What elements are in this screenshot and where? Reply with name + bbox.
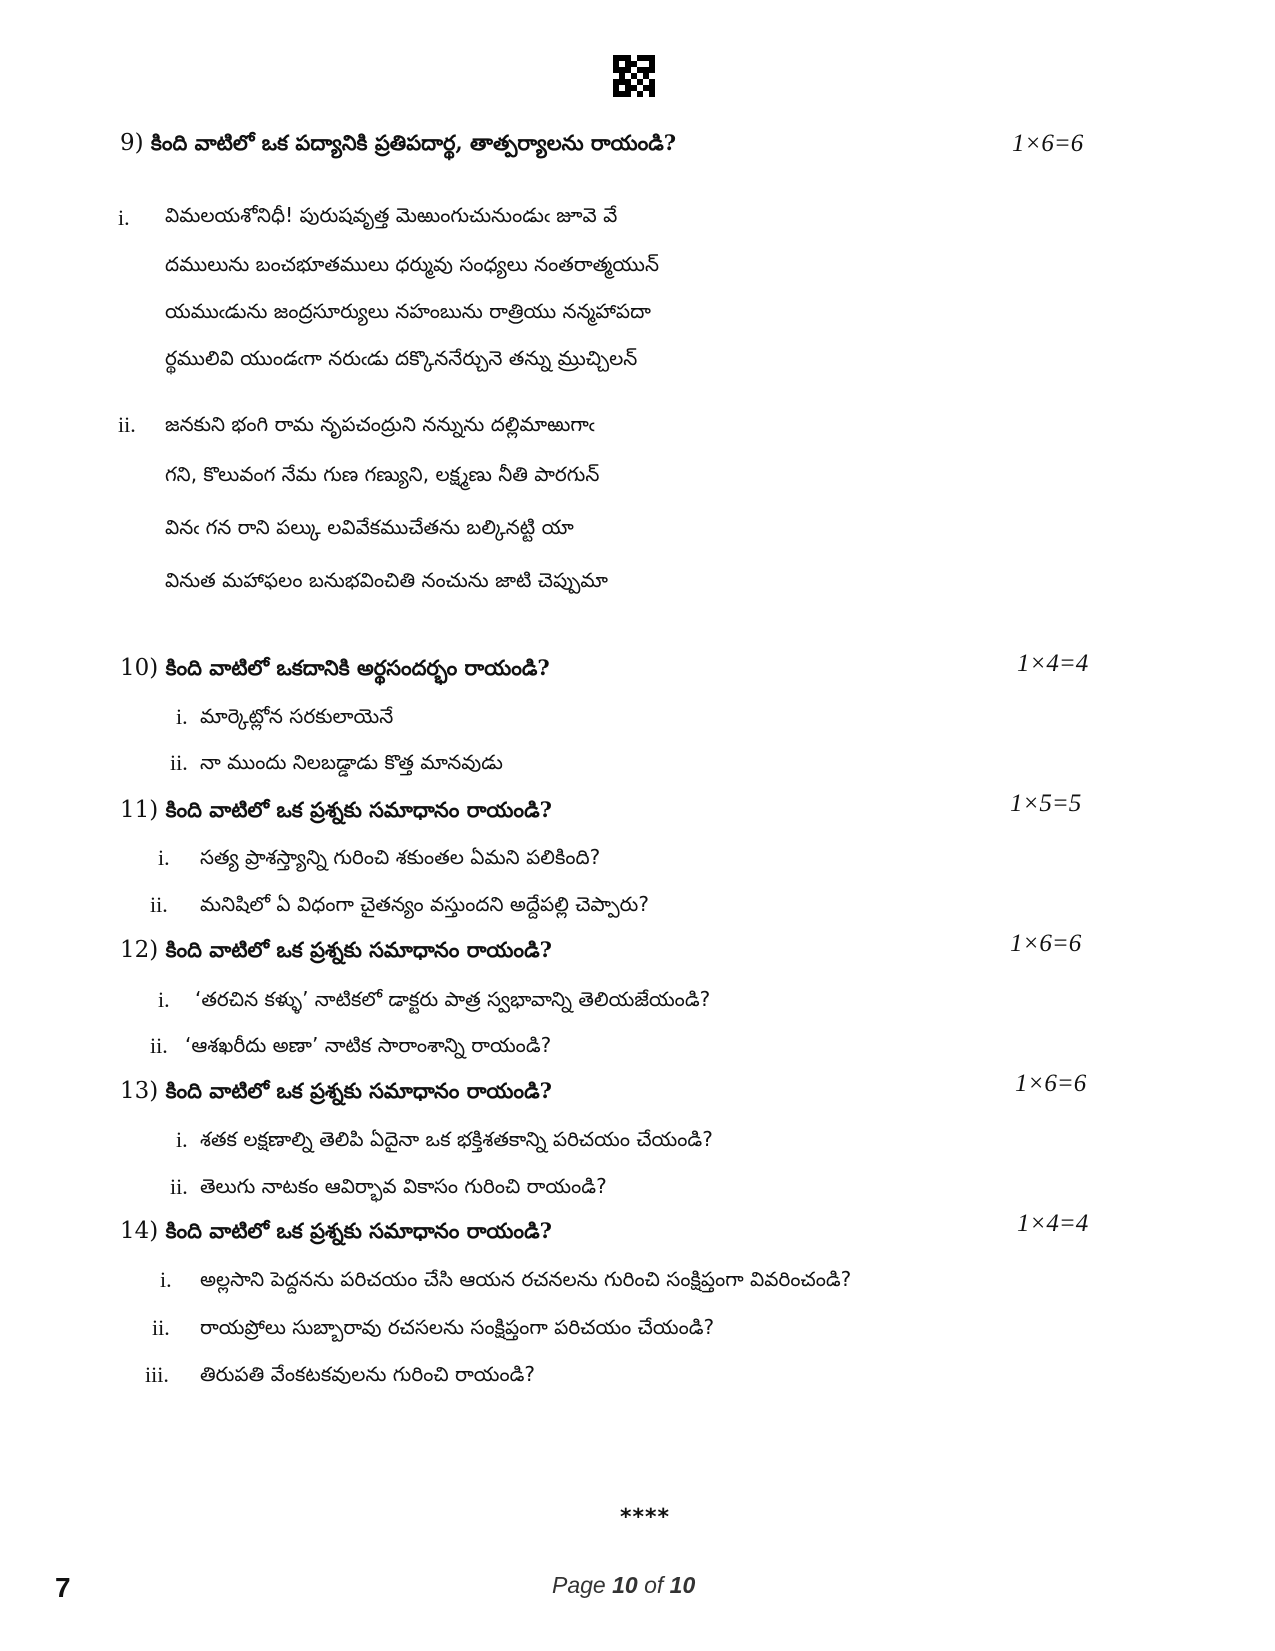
item-text: నా ముందు నిలబడ్డాడు కొత్త మానవుడు — [200, 750, 503, 774]
question-11-heading — [120, 797, 552, 828]
marks: 1×4=4 — [1017, 1210, 1089, 1237]
item-roman: ii. — [170, 750, 188, 775]
question-number: 9) — [120, 130, 144, 156]
question-text: కింది వాటిలో ఒక ప్రశ్నకు సమాధానం రాయండి? — [165, 1218, 552, 1243]
qr-code — [613, 55, 655, 97]
item-text: రాయప్రోలు సుబ్బారావు రచసలను సంక్షిప్తంగా పరిచయం చేయండి? — [200, 1315, 715, 1339]
page-of: of — [637, 1572, 670, 1598]
question-14-heading — [120, 1218, 552, 1249]
poem-line: దములును బంచభూతములు ధర్మువు సంధ్యలు నంతరాత్మయున్ — [165, 252, 660, 276]
item-text: సత్య ప్రాశస్త్యాన్ని గురించి శకుంతల ఏమని పలికింది? — [200, 845, 601, 869]
poem-roman: i. — [118, 205, 130, 230]
question-10-heading — [120, 655, 550, 686]
question-number: 11) — [120, 797, 159, 823]
item-text: అల్లసాని పెద్దనను పరిచయం చేసి ఆయన రచనలను గురించి సంక్షిప్తంగా వివరించండి? — [200, 1267, 852, 1291]
question-number: 12) — [120, 937, 159, 963]
paper-code: 7 — [55, 1572, 71, 1603]
marks: 1×6=6 — [1010, 930, 1082, 957]
item-text: శతక లక్షణాల్ని తెలిపి ఏదైనా ఒక భక్తిశతకాన్ని పరిచయం చేయండి? — [200, 1127, 713, 1151]
question-9-heading — [120, 130, 676, 161]
poem-line: వినఁ గన రాని పల్కు లవివేకముచేతను బల్కినట్టి యా — [165, 515, 574, 539]
question-text: కింది వాటిలో ఒక పద్యానికి ప్రతిపదార్థ, తాత్పర్యాలను రాయండి? — [150, 130, 677, 155]
end-marker: **** — [620, 1505, 671, 1530]
item-text: ‘తరచిన కళ్ళు’ నాటికలో డాక్టరు పాత్ర స్వభావాన్ని తెలియజేయండి? — [195, 987, 711, 1011]
item-roman: iii. — [145, 1362, 169, 1387]
item-text: తెలుగు నాటకం ఆవిర్భావ వికాసం గురించి రాయండి? — [200, 1174, 607, 1198]
question-text: కింది వాటిలో ఒక ప్రశ్నకు సమాధానం రాయండి? — [165, 797, 552, 822]
question-13-heading — [120, 1078, 552, 1109]
marks: 1×6=6 — [1012, 130, 1084, 157]
question-text: కింది వాటిలో ఒక ప్రశ్నకు సమాధానం రాయండి? — [165, 937, 552, 962]
page-prefix: Page — [552, 1572, 613, 1598]
poem-line: వినుత మహాఫలం బనుభవించితి నంచును జాటి చెప్పుమా — [165, 568, 608, 592]
question-text: కింది వాటిలో ఒక ప్రశ్నకు సమాధానం రాయండి? — [165, 1078, 552, 1103]
item-roman: ii. — [170, 1174, 188, 1199]
page-number — [552, 1572, 695, 1599]
poem-line: ర్థములివి యుండఁగా నరుఁడు దక్కొననేర్చునె తన్ను మ్రుచ్చిలన్ — [165, 346, 638, 370]
marks: 1×5=5 — [1010, 790, 1082, 817]
item-roman: ii. — [150, 892, 168, 917]
item-roman: ii. — [150, 1033, 168, 1058]
poem-roman: ii. — [118, 412, 136, 437]
marks: 1×4=4 — [1017, 650, 1089, 677]
page-total: 10 — [669, 1572, 696, 1598]
question-number: 10) — [120, 655, 159, 681]
item-roman: i. — [160, 1267, 172, 1292]
item-roman: ii. — [152, 1315, 170, 1340]
question-number: 14) — [120, 1218, 159, 1244]
poem-line: జనకుని భంగి రామ నృపచంద్రుని నన్నును దల్లిమాఱుగాఁ — [165, 412, 595, 436]
item-text: తిరుపతి వేంకటకవులను గురించి రాయండి? — [200, 1362, 536, 1386]
item-roman: i. — [176, 1127, 188, 1152]
page-current: 10 — [612, 1572, 638, 1598]
poem-line: యముఁడును జంద్రసూర్యులు నహంబును రాత్రియు నన్మహాపదా — [165, 299, 651, 323]
item-roman: i. — [158, 845, 170, 870]
question-text: కింది వాటిలో ఒకదానికి అర్థసందర్భం రాయండి? — [165, 655, 550, 680]
item-text: మార్కెట్లోన సరకులాయెనే — [200, 704, 394, 728]
question-number: 13) — [120, 1078, 159, 1104]
item-roman: i. — [176, 704, 188, 729]
poem-line: విమలయశోనిధీ! పురుషవృత్త మెఱుంగుచునుండుఁ జూవె వే — [165, 203, 618, 227]
item-roman: i. — [158, 987, 170, 1012]
question-12-heading — [120, 937, 552, 968]
item-text: మనిషిలో ఏ విధంగా చైతన్యం వస్తుందని అద్దేపల్లి చెప్పారు? — [200, 892, 649, 916]
item-text: ‘ఆశఖరీదు అణా’ నాటిక సారాంశాన్ని రాయండి? — [185, 1033, 552, 1057]
marks: 1×6=6 — [1015, 1070, 1087, 1097]
poem-line: గని, కొలువంగ నేమ గుణ గణ్యుని, లక్ష్మణు నీతి పారగున్ — [165, 462, 600, 486]
